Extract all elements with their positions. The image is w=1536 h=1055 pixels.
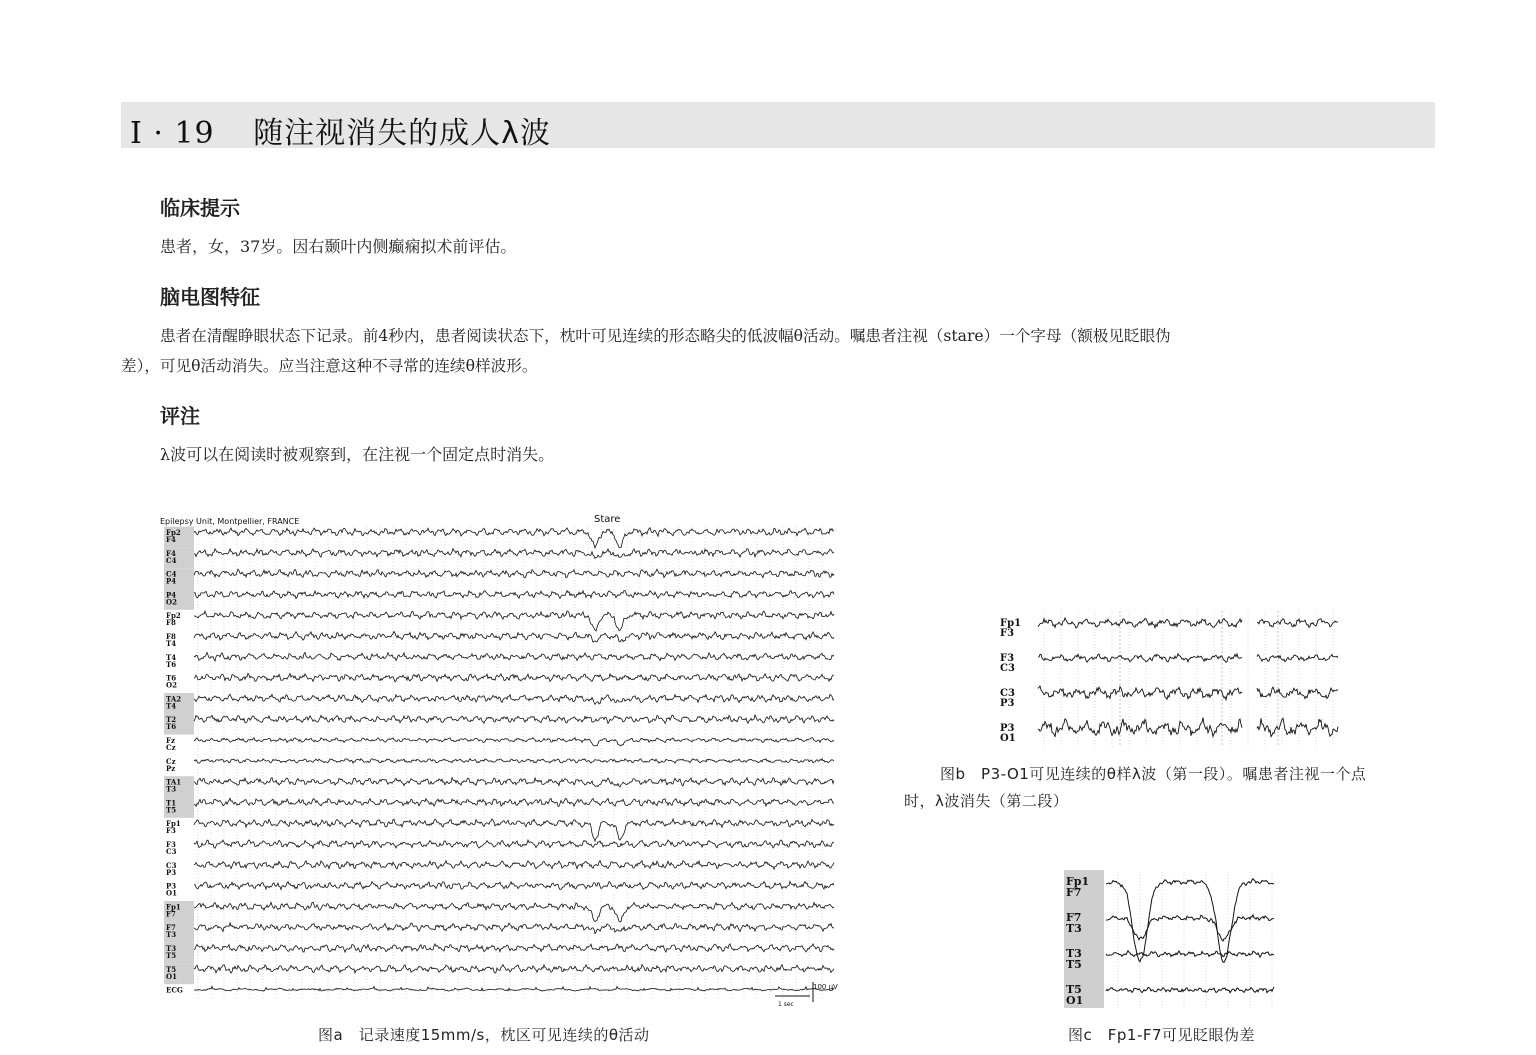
channel-label-top: ECG: [166, 985, 183, 995]
eeg-trace-line: [194, 759, 834, 764]
figure-c-caption: 图c Fp1-F7可见眨眼伪差: [1068, 1026, 1256, 1044]
figure-b-caption-line2: 时，λ波消失（第二段）: [904, 792, 1069, 810]
channel-label-bottom: O2: [166, 597, 177, 607]
figure-a-institution: Epilepsy Unit, Montpellier, FRANCE: [160, 517, 300, 526]
channel-label-top: T2: [166, 715, 177, 725]
channel-label-top: P3: [1000, 723, 1015, 734]
eeg-trace-line: [194, 986, 834, 991]
channel-label-bottom: F7: [1066, 886, 1082, 899]
eeg-trace-line: [1038, 654, 1338, 663]
figure-c-eeg-trace: [1062, 868, 1276, 1010]
channel-label-top: Fp1: [1066, 875, 1090, 888]
channel-label-bottom: T6: [166, 659, 177, 669]
channel-label-bottom: P3: [166, 867, 177, 877]
channel-label-top: T3: [1066, 947, 1082, 960]
figure-b: [996, 605, 1342, 750]
eeg-trace-line: [194, 798, 834, 806]
time-scale-label: 1 sec: [778, 1001, 794, 1008]
channel-label-bottom: F3: [166, 826, 176, 836]
eeg-trace-line: [194, 881, 834, 889]
channel-label-top: Fp2: [166, 528, 181, 537]
channel-label-top: F3: [1000, 653, 1015, 664]
channel-label-top: C3: [166, 860, 177, 870]
eeg-trace-line: [194, 902, 834, 922]
eeg-heading: 脑电图特征: [160, 285, 260, 309]
channel-label-bottom: C4: [166, 555, 177, 565]
channel-label-bottom: O1: [1000, 733, 1016, 744]
channel-label-top: TA2: [166, 694, 182, 704]
channel-label-top: F7: [166, 923, 176, 933]
channel-label-top: T6: [166, 673, 177, 683]
channel-label-top: Fp1: [1000, 618, 1022, 629]
channel-label-bottom: T5: [166, 805, 177, 815]
channel-label-bottom: Pz: [166, 763, 176, 773]
chapter-number: I · 19: [130, 116, 215, 151]
eeg-trace-line: [194, 611, 834, 631]
eeg-trace-line: [194, 632, 834, 643]
channel-label-bottom: O2: [166, 680, 177, 690]
clinical-heading: 临床提示: [160, 196, 240, 220]
eeg-trace-line: [194, 569, 834, 578]
eeg-trace-line: [194, 778, 834, 787]
eeg-text-line1: 患者在清醒睁眼状态下记录。前4秒内，患者阅读状态下，枕叶可见连续的形态略尖的低波幅θ活动。嘱患者注视（stare）一个字母（额极见眨眼伪: [160, 327, 1171, 345]
channel-label-bottom: T4: [166, 701, 177, 711]
eeg-trace-line: [194, 861, 834, 870]
channel-label-top: T3: [166, 944, 177, 953]
channel-label-top: TA1: [166, 777, 182, 787]
eeg-trace-line: [1106, 987, 1274, 993]
channel-label-bottom: T5: [166, 951, 177, 960]
figure-b-eeg-trace: [996, 605, 1342, 750]
channel-label-bottom: T3: [1066, 922, 1082, 935]
eeg-trace-line: [1038, 686, 1338, 700]
eeg-trace-line: [194, 653, 834, 662]
eeg-trace-line: [1106, 951, 1274, 957]
eeg-trace-line: [194, 944, 834, 952]
eeg-trace-line: [194, 923, 834, 934]
amplitude-scale-label: 100 µV: [813, 983, 838, 991]
channel-label-bottom: T3: [166, 930, 177, 940]
channel-label-top: Fz: [166, 736, 175, 745]
channel-label-top: T5: [1066, 983, 1082, 996]
eeg-text-line2: 差），可见θ活动消失。应当注意这种不寻常的连续θ样波形。: [121, 357, 538, 375]
channel-label-bottom: C3: [166, 847, 177, 856]
channel-label-top: Fp2: [166, 611, 181, 621]
channel-label-top: Cz: [166, 756, 176, 766]
figure-a-stare-marker: Stare: [594, 514, 621, 525]
channel-label-bottom: P3: [1000, 698, 1015, 709]
channel-label-top: T4: [166, 652, 177, 662]
eeg-trace-line: [1038, 618, 1338, 628]
figure-c: [1062, 868, 1276, 1010]
figure-a-eeg-trace: [158, 510, 838, 1012]
eeg-trace-line: [194, 965, 834, 974]
channel-label-top: C3: [1000, 688, 1015, 699]
channel-label-bottom: O1: [1066, 994, 1084, 1007]
channel-label-top: Fp1: [166, 819, 181, 829]
channel-label-bottom: C3: [1000, 663, 1015, 674]
channel-label-top: F3: [166, 840, 176, 849]
figure-a-caption: 图a 记录速度15mm/s，枕区可见连续的θ活动: [318, 1026, 650, 1044]
channel-label-bottom: T4: [166, 639, 177, 648]
channel-label-top: F8: [166, 632, 176, 641]
channel-label-bottom: F4: [166, 535, 176, 544]
chapter-title: [130, 108, 551, 152]
channel-label-bottom: T6: [166, 722, 177, 732]
channel-label-top: C4: [166, 569, 177, 579]
eeg-trace-line: [194, 591, 834, 599]
channel-label-bottom: O1: [166, 971, 177, 981]
eeg-trace-line: [194, 673, 834, 681]
channel-label-top: F4: [166, 548, 176, 558]
eeg-trace-line: [1106, 879, 1274, 963]
eeg-trace-line: [194, 840, 834, 848]
eeg-trace-line: [194, 694, 834, 704]
channel-label-top: T1: [166, 798, 177, 808]
channel-label-bottom: Cz: [166, 743, 176, 752]
channel-label-bottom: P4: [166, 576, 177, 586]
figure-b-caption-line1: 图b P3-O1可见连续的θ样λ波（第一段）。嘱患者注视一个点: [940, 765, 1367, 783]
channel-label-top: T5: [166, 964, 177, 974]
eeg-trace-line: [194, 738, 834, 746]
channel-label-top: F7: [1066, 911, 1082, 924]
channel-label-top: P3: [166, 881, 177, 891]
channel-label-top: Fp1: [166, 902, 181, 912]
eeg-trace-line: [194, 715, 834, 724]
channel-label-bottom: F7: [166, 909, 176, 919]
channel-label-bottom: O1: [166, 888, 177, 898]
eeg-trace-line: [194, 819, 834, 841]
channel-label-bottom: F8: [166, 618, 176, 628]
eeg-trace-line: [194, 549, 834, 559]
channel-label-top: P4: [166, 590, 177, 600]
eeg-trace-line: [1038, 718, 1338, 737]
channel-label-bottom: T3: [166, 784, 177, 794]
channel-label-bottom: F3: [1000, 628, 1015, 639]
comment-heading: 评注: [160, 404, 200, 428]
figure-a: [158, 510, 838, 1012]
chapter-heading: 随注视消失的成人λ波: [253, 116, 551, 151]
eeg-trace-line: [194, 528, 834, 548]
clinical-text: 患者，女，37岁。因右颞叶内侧癫痫拟术前评估。: [160, 237, 517, 256]
comment-text: λ波可以在阅读时被观察到，在注视一个固定点时消失。: [160, 445, 555, 464]
channel-label-bottom: T5: [1066, 958, 1082, 971]
